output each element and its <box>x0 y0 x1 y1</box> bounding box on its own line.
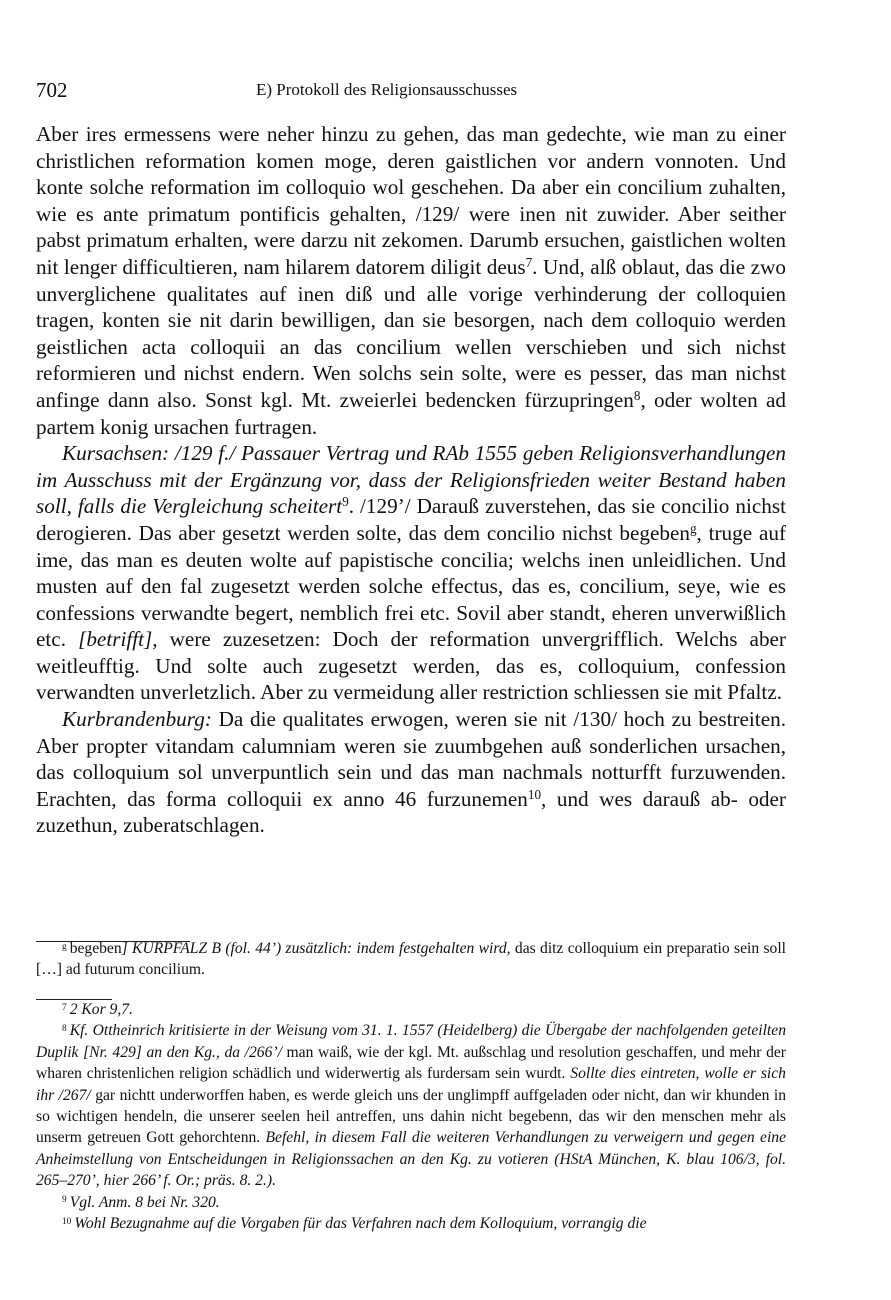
italic-run: 2 Kor 9,7. <box>69 1001 133 1018</box>
italic-run: Vgl. Anm. 8 bei Nr. 320. <box>69 1193 220 1211</box>
note-mark: 8 <box>62 1024 67 1035</box>
text-run: , were zuzesetzen: Doch der reformation unvergrifflich. Welchs aber weitleufftig. Und solte auch zugesetzt werden, das es, colloquium, confession verwandten unverletzlich. Aber zu vermeidung aller restriction schliessen sie mit Pfaltz. <box>36 627 786 705</box>
italic-run: Kursachsen: /129 f./ Passauer Vertrag und RAb 1555 geben Religionsverhandlungen im Ausschuss mit der Ergänzung vor, dass der Religionsfrieden weiter Bestand haben soll, falls die Vergleichung scheitert <box>36 441 786 519</box>
main-text <box>36 121 786 839</box>
note-mark: g <box>62 941 67 952</box>
text-run: das ditz colloquium ein preparatio sein soll […] ad futurum concilium. <box>36 940 786 979</box>
italic-run: ] KURPFALZ B (fol. 44’) zusätzlich: indem festgehalten wird, <box>121 940 511 957</box>
footnote-8 <box>36 1020 786 1191</box>
footnote-ref: 10 <box>527 786 542 802</box>
text-run: . /129’/ Darauß zuverstehen, das sie concilio nichst derogieren. Das aber gesetzt werden solte, das dem concilio nichst begeben <box>36 494 786 545</box>
footnote-ref: 8 <box>633 387 641 403</box>
footnote-ref: g <box>689 520 697 536</box>
footnote-7 <box>36 999 786 1020</box>
text-run: Aber ires ermessens were neher hinzu zu gehen, das man gedechte, wie man zu einer christlichen reformation komen moge, deren gaistlichen vor andern vonnoten. Und konte solche reformation im colloquio wol geschehen. Da aber ein concilium zuhalten, wie es ante primatum pontificis gehalten, /129/ were inen nit zuwider. Aber seither pabst primatum erhalten, were darzu nit zekomen. Darumb ersuchen, gaistlichen wolten nit lenger difficultieren, nam hilarem datorem diligit deus <box>36 122 786 279</box>
text-run: gar nichtt underworffen haben, es werde gleich uns der unglimpff auffgeladen oder nicht, dan wir khunden in so wichtigen hendeln, die unserer seelen heil antreffen, uns dahin nicht begebenn, das wir den menschen mehr als unserm getreuen Gott gehorchtenn. <box>36 1086 786 1147</box>
textual-apparatus <box>36 938 786 981</box>
text-run: Da die qualitates erwogen, weren sie nit /130/ hoch zu bestreiten. Aber propter vitandam calumniam weren sie zuumbgehen auß sonderlichen ursachen, das colloquium sol unverpuntlich sein und das man nachmals notturfft furzuwenden. Erachten, das forma colloquii ex anno 46 furzunemen <box>36 707 786 811</box>
running-title: E) Protokoll des Religionsausschusses <box>256 80 518 99</box>
footnotes <box>36 999 786 1234</box>
text-run: , truge auf ime, das man es deuten wolte auf papistische concilia; welchs inen unleidlichen. Und musten auf den fal zugesetzt werden solche effectus, das es, concilium, seye, wie es confessions verwandte begert, nemblich frei etc. Sovil aber standt, eheren unverwißlich etc. <box>36 520 786 652</box>
paragraph-kursachsen <box>36 440 786 706</box>
note-mark: 7 <box>62 1002 67 1013</box>
note-mark: 9 <box>62 1195 67 1206</box>
text-run: begeben <box>69 940 122 957</box>
running-head <box>36 78 786 104</box>
page-number: 702 <box>36 78 68 102</box>
paragraph-kurbrandenburg <box>36 706 786 839</box>
paragraph-1 <box>36 121 786 440</box>
italic-run: Sollte dies eintreten, wolle er sich ihr /267/ <box>36 1065 786 1104</box>
italic-run: [betrifft] <box>78 627 153 652</box>
footnote-10 <box>36 1213 786 1234</box>
text-run: . Und, alß oblaut, das die zwo unverglichene qualitates auf inen diß und alle vorige verhinderung der colloquien tragen, konten sie nit darin bewilligen, dan sie besorgen, nach dem colloquio werden geistlichen acta colloquii an das concilium wellen verschieben und sich nichst reformieren und nichst endern. Wen solchs sein solte, were es pesser, das man nichst anfinge dann also. Sonst kgl. Mt. zweierlei bedencken fürzupringen <box>36 254 786 412</box>
text-run: man waiß, wie der kgl. Mt. außschlag und resolution geschaffen, und mehr der wharen christenlichen religion schädlich und widerwertig als furdersam sein wurdt. <box>36 1043 786 1083</box>
apparatus-note-g <box>36 938 786 981</box>
text-run: , und wes darauß ab- oder zuzethun, zuberatschlagen. <box>36 786 786 838</box>
italic-run: Befehl, in diesem Fall die weiteren Verhandlungen zu verweigern und gegen eine Anheimstellung von Entscheidungen in Religionssachen an den Kg. zu votieren (HStA München, K. blau 106/3, fol. 265–270’, hier 266’ f. Or.; präs. 8. 2.). <box>36 1129 786 1190</box>
italic-run: Kf. Ottheinrich kritisierte in der Weisung vom 31. 1. 1557 (Heidelberg) die Übergabe der nachfolgenden geteilten Duplik [Nr. 429] an den Kg., da /266’/ <box>36 1022 786 1061</box>
text-run: , oder wolten ad partem konig ursachen furtragen. <box>36 387 787 439</box>
note-mark: 10 <box>62 1216 72 1227</box>
footnote-ref: 7 <box>525 254 533 270</box>
footnote-9 <box>36 1192 786 1213</box>
footnote-ref: 9 <box>342 494 349 510</box>
italic-run: Kurbrandenburg: <box>62 707 212 732</box>
italic-run: Wohl Bezugnahme auf die Vorgaben für das Verfahren nach dem Kolloquium, vorrangig die <box>74 1215 647 1233</box>
